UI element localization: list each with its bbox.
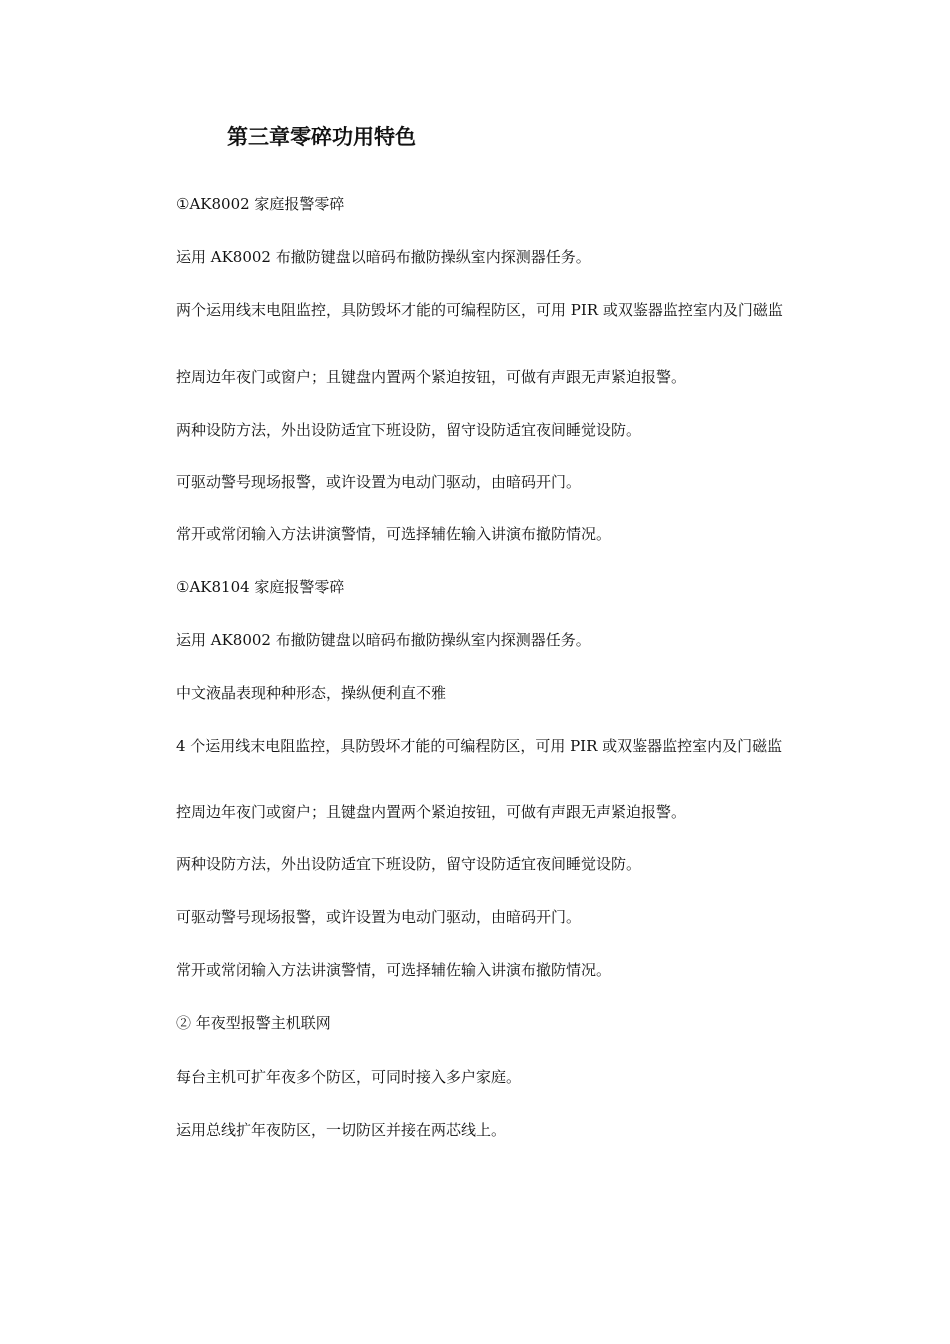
paragraph-line: 可驱动警号现场报警，或许设置为电动门驱动，由暗码开门。 bbox=[176, 473, 582, 491]
paragraph-line: 两个运用线末电阻监控，具防毁坏才能的可编程防区，可用 PIR 或双鉴器监控室内及门磁监 bbox=[176, 301, 783, 319]
paragraph-line: 4 个运用线末电阻监控，具防毁坏才能的可编程防区，可用 PIR 或双鉴器监控室内及门磁监 bbox=[176, 737, 783, 755]
paragraph-line: 运用 AK8002 布撤防键盘以暗码布撤防操纵室内探测器任务。 bbox=[176, 631, 591, 649]
paragraph-line: 每台主机可扩年夜多个防区，可同时接入多户家庭。 bbox=[176, 1068, 522, 1086]
paragraph-line: 常开或常闭输入方法讲演警情，可选择辅佐输入讲演布撤防情况。 bbox=[176, 525, 612, 543]
paragraph-line: 中文液晶表现种种形态，操纵便利直不雅 bbox=[176, 684, 447, 702]
paragraph-line: 控周边年夜门或窗户；且键盘内置两个紧迫按钮，可做有声跟无声紧迫报警。 bbox=[176, 368, 687, 386]
section-heading-network: ② 年夜型报警主机联网 bbox=[176, 1014, 331, 1032]
paragraph-line: 运用 AK8002 布撤防键盘以暗码布撤防操纵室内探测器任务。 bbox=[176, 248, 591, 266]
paragraph-line: 两种设防方法，外出设防适宜下班设防，留守设防适宜夜间睡觉设防。 bbox=[176, 421, 642, 439]
paragraph-line: 可驱动警号现场报警，或许设置为电动门驱动，由暗码开门。 bbox=[176, 908, 582, 926]
section-heading-ak8104: ①AK8104 家庭报警零碎 bbox=[176, 578, 345, 596]
chapter-title: 第三章零碎功用特色 bbox=[227, 125, 416, 149]
section-heading-ak8002: ①AK8002 家庭报警零碎 bbox=[176, 195, 345, 213]
paragraph-line: 两种设防方法，外出设防适宜下班设防，留守设防适宜夜间睡觉设防。 bbox=[176, 855, 642, 873]
paragraph-line: 运用总线扩年夜防区，一切防区并接在两芯线上。 bbox=[176, 1121, 507, 1139]
paragraph-line: 常开或常闭输入方法讲演警情，可选择辅佐输入讲演布撤防情况。 bbox=[176, 961, 612, 979]
paragraph-line: 控周边年夜门或窗户；且键盘内置两个紧迫按钮，可做有声跟无声紧迫报警。 bbox=[176, 803, 687, 821]
